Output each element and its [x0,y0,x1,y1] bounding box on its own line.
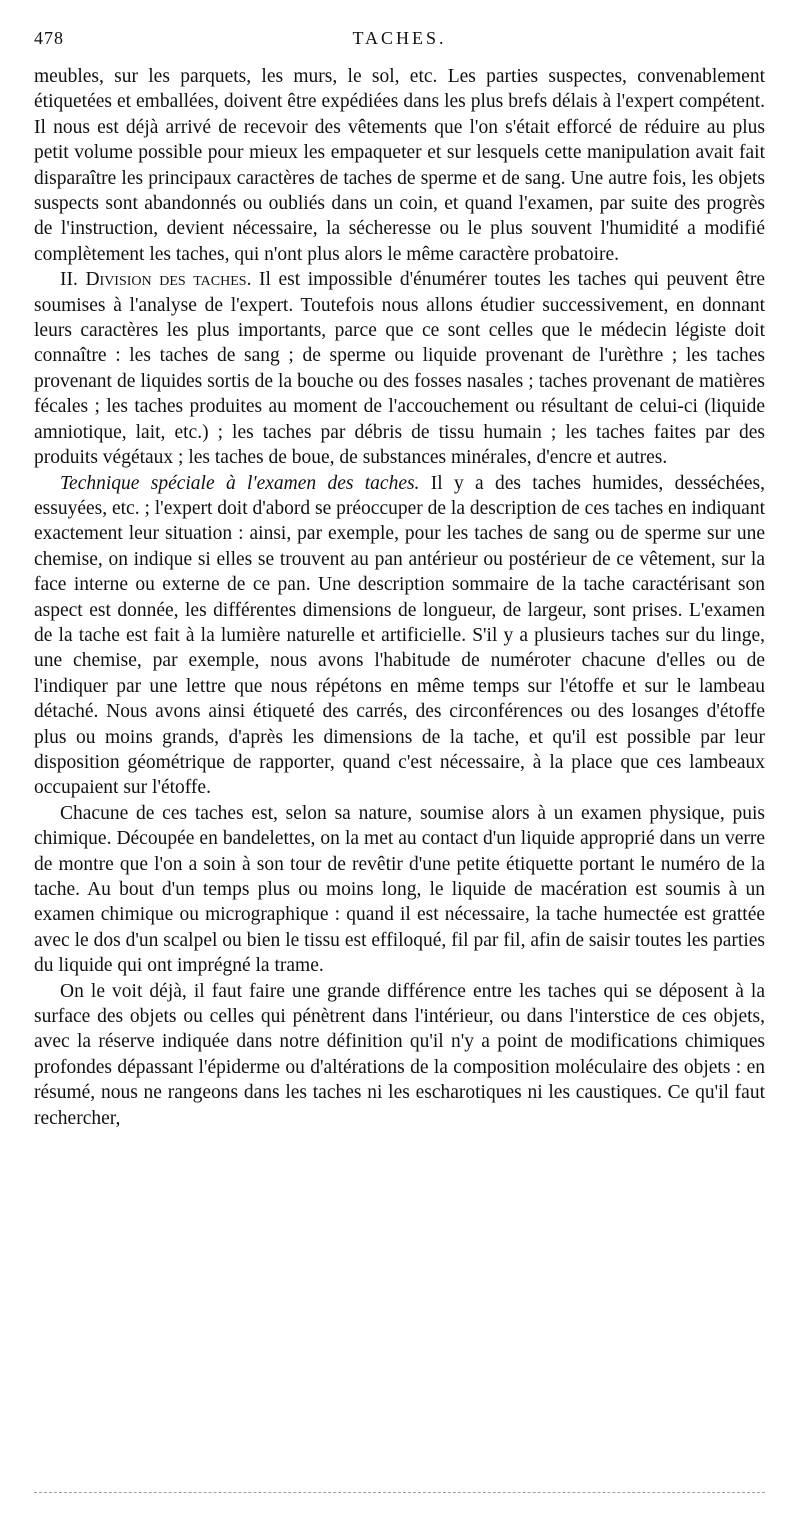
paragraph-5: On le voit déjà, il faut faire une grande différence entre les taches qui se déposent à la surface des objets ou celles qui pénètrent dans l'intérieur, ou dans l'interstice de ces objets, avec la réserve indiquée dans notre définition qu'il n'y a point de modifications chimiques profondes dépassant l'épiderme ou d'altérations de la composition moléculaire des objets : en résumé, nous ne rangeons dans les taches ni les escharotiques ni les caustiques. Ce qu'il faut rechercher, [34,980,765,1129]
page-number: 478 [34,28,64,48]
paragraph-division [34,267,765,470]
section-number: II. [60,269,78,291]
paragraph-technique [34,471,765,801]
section-text: Il est impossible d'énumérer toutes les taches qui peuvent être soumises à l'analyse de l'expert. Toutefois nous allons étudier successivement, en donnant leurs caractères les plus importants, parce que ce sont celles que le médecin légiste doit connaître : les taches de sang ; de sperme ou liquide provenant de l'urèthre ; les taches provenant de liquides sortis de la bouche ou des fosses nasales ; taches provenant de matières fécales ; les taches produites au moment de l'accouchement ou résultant de celui-ci (liquide amniotique, lait, etc.) ; les taches par débris de tissu humain ; les taches faites par des produits végétaux ; les taches de boue, de substances minérales, d'encre et autres. [34,269,766,469]
footer-rule [34,1492,765,1493]
paragraph-4: Chacune de ces taches est, selon sa nature, soumise alors à un examen physique, puis chimique. Découpée en bandelettes, on la met au contact d'un liquide approprié dans un verre de montre que l'on a soin à son tour de revêtir d'une petite étiquette portant le numéro de la tache. Au bout d'un temps plus ou moins long, le liquide de macération est soumis à un examen chimique ou micrographique : quand il est nécessaire, la tache humectée est grattée avec le dos d'un scalpel ou bien le tissu est effiloqué, fil par fil, afin de saisir toutes les parties du liquide qui ont imprégné la trame. [34,802,765,977]
book-page [34,28,765,1131]
paragraph-1: meubles, sur les parquets, les murs, le sol, etc. Les parties suspectes, convenablement étiquetées et emballées, doivent être expédiées dans les plus brefs délais à l'expert compétent. Il nous est déjà arrivé de recevoir des vêtements que l'on s'était efforcé de réduire au plus petit volume possible pour mieux les empaqueter et sur lesquels cette manipulation avait fait disparaître les principaux caractères de taches de sperme et de sang. Une autre fois, les objets suspects sont abandonnés ou oubliés dans un coin, et quand l'examen, par suite des progrès de l'instruction, devient nécessaire, la sécheresse ou le plus souvent l'humidité a modifié complètement les taches, qui n'ont plus alors le même caractère probatoire. [34,66,765,265]
body-text [34,64,765,1131]
running-head [34,28,765,56]
running-title: TACHES. [352,28,447,48]
section-heading: Division des taches. [85,269,252,291]
subsection-text: Il y a des taches humides, desséchées, essuyées, etc. ; l'expert doit d'abord se préoccuper de la description de ces taches en indiquant exactement leur situation : ainsi, par exemple, pour les taches de sang ou de sperme sur une chemise, on indique si elles se trouvent au pan antérieur ou postérieur de ce vêtement, sur la face interne ou externe de ce pan. Une description sommaire de la tache caractérisant son aspect est donnée, les différentes dimensions de longueur, de largeur, sont prises. L'examen de la tache est fait à la lumière naturelle et artificielle. S'il y a plusieurs taches sur du linge, une chemise, par exemple, nous avons l'habitude de numéroter chacune d'elles ou de l'indiquer par une lettre que nous répétons en même temps sur l'étoffe et sur le lambeau détaché. Nous avons ainsi étiqueté des carrés, des circonférences ou des losanges d'étoffe plus ou moins grands, d'après les dimensions de la tache, et qu'il est possible par leur disposition géométrique de rapporter, quand c'est nécessaire, à la place que ces lambeaux occupaient sur l'étoffe. [34,472,765,799]
subsection-heading: Technique spéciale à l'examen des taches. [60,472,420,494]
